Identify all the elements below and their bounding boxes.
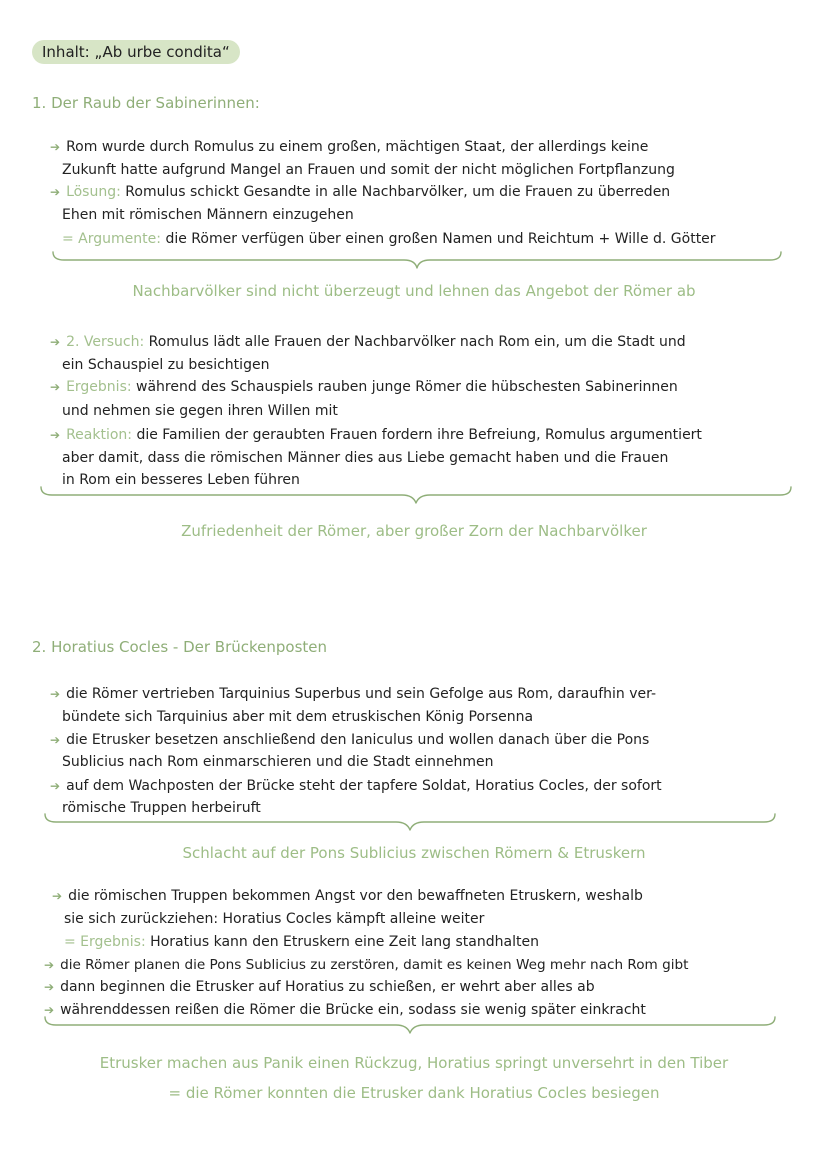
arrow-icon: ➔: [50, 185, 61, 199]
s2-b2-line3: = Ergebnis: Horatius kann den Etruskern eine Zeit lang standhalten: [64, 934, 539, 950]
section2-heading: 2. Horatius Cocles - Der Brückenposten: [32, 638, 328, 656]
page-title: Inhalt: „Ab urbe condita“: [32, 40, 240, 64]
s2-b2-line6: ➔ währenddessen reißen die Römer die Brücke ein, sodass sie wenig später einkracht: [44, 1002, 646, 1018]
s2-b1-line2: bündete sich Tarquinius aber mit dem etruskischen König Porsenna: [62, 709, 534, 725]
s1-b2-line1: ➔ 2. Versuch: Romulus lädt alle Frauen der Nachbarvölker nach Rom ein, um die Stadt und: [50, 334, 686, 350]
curly-brace: [40, 485, 792, 507]
s1-b1-line5: = Argumente: die Römer verfügen über einen großen Namen und Reichtum + Wille d. Götter: [62, 231, 716, 247]
s1-b1-line4: Ehen mit römischen Männern einzugehen: [62, 207, 354, 223]
s2-b2-line5: ➔ dann beginnen die Etrusker auf Horatius zu schießen, er wehrt aber alles ab: [44, 979, 595, 995]
s2-b2-line1: ➔ die römischen Truppen bekommen Angst vor den bewaffneten Etruskern, weshalb: [52, 888, 643, 904]
s2-b2-line4: ➔ die Römer planen die Pons Sublicius zu zerstören, damit es keinen Weg mehr nach Rom gibt: [44, 957, 689, 973]
curly-brace: [44, 812, 776, 834]
s1-b2-line7: in Rom ein besseres Leben führen: [62, 472, 300, 488]
arrow-icon: ➔: [44, 958, 55, 972]
curly-brace: [44, 1015, 776, 1037]
s2-b1-line6: römische Truppen herbeiruft: [62, 800, 261, 816]
arrow-icon: ➔: [50, 779, 61, 793]
arrow-icon: ➔: [50, 335, 61, 349]
s1-b2-line2: ein Schauspiel zu besichtigen: [62, 357, 270, 373]
curly-brace: [52, 250, 782, 272]
s2-conclusion2: Etrusker machen aus Panik einen Rückzug, Horatius springt unversehrt in den Tiber: [99, 1054, 729, 1072]
s1-b2-line6: aber damit, dass die römischen Männer dies aus Liebe gemacht haben und die Frauen: [62, 450, 669, 466]
arrow-icon: ➔: [50, 687, 61, 701]
arrow-icon: ➔: [44, 980, 55, 994]
arrow-icon: ➔: [52, 889, 63, 903]
s2-conclusion3: = die Römer konnten die Etrusker dank Horatius Cocles besiegen: [168, 1084, 660, 1102]
s2-conclusion1: Schlacht auf der Pons Sublicius zwischen Römern & Etruskern: [182, 844, 646, 862]
arrow-icon: ➔: [44, 1003, 55, 1017]
arrow-icon: ➔: [50, 380, 61, 394]
s2-b1-line5: ➔ auf dem Wachposten der Brücke steht der tapfere Soldat, Horatius Cocles, der sofort: [50, 778, 662, 794]
s1-b1-line3: ➔ Lösung: Romulus schickt Gesandte in alle Nachbarvölker, um die Frauen zu überreden: [50, 184, 671, 200]
s1-b2-line3: ➔ Ergebnis: während des Schauspiels rauben junge Römer die hübschesten Sabinerinnen: [50, 379, 678, 395]
s2-b1-line1: ➔ die Römer vertrieben Tarquinius Superbus und sein Gefolge aus Rom, daraufhin ver-: [50, 686, 657, 702]
arrow-icon: ➔: [50, 733, 61, 747]
s2-b1-line3: ➔ die Etrusker besetzen anschließend den Ianiculus und wollen danach über die Pons: [50, 732, 650, 748]
section1-heading: 1. Der Raub der Sabinerinnen:: [32, 94, 260, 112]
s1-conclusion2: Zufriedenheit der Römer, aber großer Zorn der Nachbarvölker: [181, 522, 647, 540]
s1-b1-line1: ➔ Rom wurde durch Romulus zu einem großen, mächtigen Staat, der allerdings keine: [50, 139, 649, 155]
s2-b2-line2: sie sich zurückziehen: Horatius Cocles kämpft alleine weiter: [64, 911, 485, 927]
s1-b1-line2: Zukunft hatte aufgrund Mangel an Frauen und somit der nicht möglichen Fortpflanzung: [62, 162, 675, 178]
s2-b1-line4: Sublicius nach Rom einmarschieren und die Stadt einnehmen: [62, 754, 494, 770]
arrow-icon: ➔: [50, 428, 61, 442]
s1-conclusion1: Nachbarvölker sind nicht überzeugt und lehnen das Angebot der Römer ab: [132, 282, 696, 300]
s1-b2-line5: ➔ Reaktion: die Familien der geraubten Frauen fordern ihre Befreiung, Romulus argumentiert: [50, 427, 702, 443]
s1-b2-line4: und nehmen sie gegen ihren Willen mit: [62, 403, 338, 419]
arrow-icon: ➔: [50, 140, 61, 154]
